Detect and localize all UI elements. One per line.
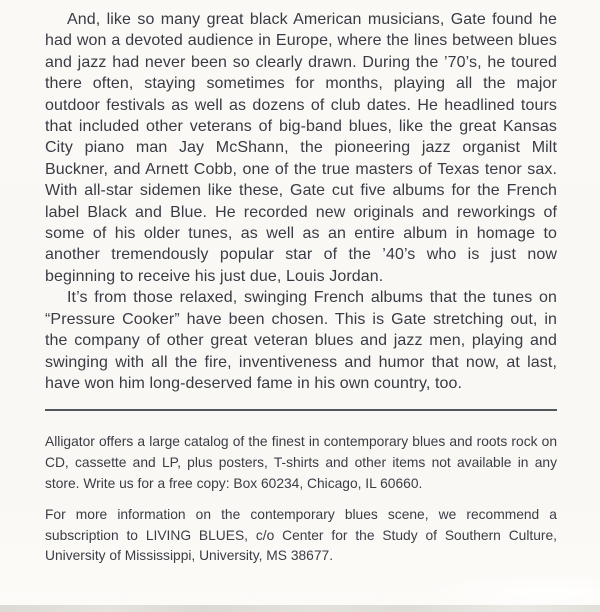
paragraph-alligator-catalog: Alligator offers a large catalog of the finest in contemporary blues and roots rock on CD, cassette and LP, plus posters, T-shirts and other items not available in any store. Write us for a free copy: Box 60234, Chicago, IL 60660.	[45, 434, 557, 491]
scan-bright-spot-artifact	[430, 573, 600, 605]
paragraph-living-blues: For more information on the contemporary blues scene, we recommend a subscription to LIVING BLUES, c/o Center for the Study of Southern Culture, University of Mississippi, University, MS 38677.	[45, 506, 557, 564]
fine-print-block	[45, 432, 557, 567]
paragraph-pressure-cooker: It’s from those relaxed, swinging French albums that the tunes on “Pressure Cooker” have been chosen. This is Gate stretching out, in the company of other great veteran blues and jazz men, playing and swinging with all the fire, inventiveness and humor that now, at last, have won him long-deserved fame in his own country, too.	[45, 289, 557, 392]
scan-edge-artifact	[0, 605, 600, 612]
section-divider	[45, 409, 557, 411]
main-text-block	[45, 9, 557, 394]
paragraph-europe-tours: And, like so many great black American musicians, Gate found he had won a devoted audience in Europe, where the lines between blues and jazz had never been so clearly drawn. During the ’70’s, he toured there often, staying sometimes for months, playing all the major outdoor festivals as well as dozens of club dates. He headlined tours that included other veterans of big-band blues, like the great Kansas City piano man Jay McShann, the pioneering jazz organist Milt Buckner, and Arnett Cobb, one of the true masters of Texas tenor sax. With all-star sidemen like these, Gate cut five albums for the French label Black and Blue. He recorded new originals and reworkings of some of his older tunes, as well as an entire album in homage to another tremendously popular star of the ’40’s who is just now beginning to receive his just due, Louis Jordan.	[45, 11, 557, 285]
